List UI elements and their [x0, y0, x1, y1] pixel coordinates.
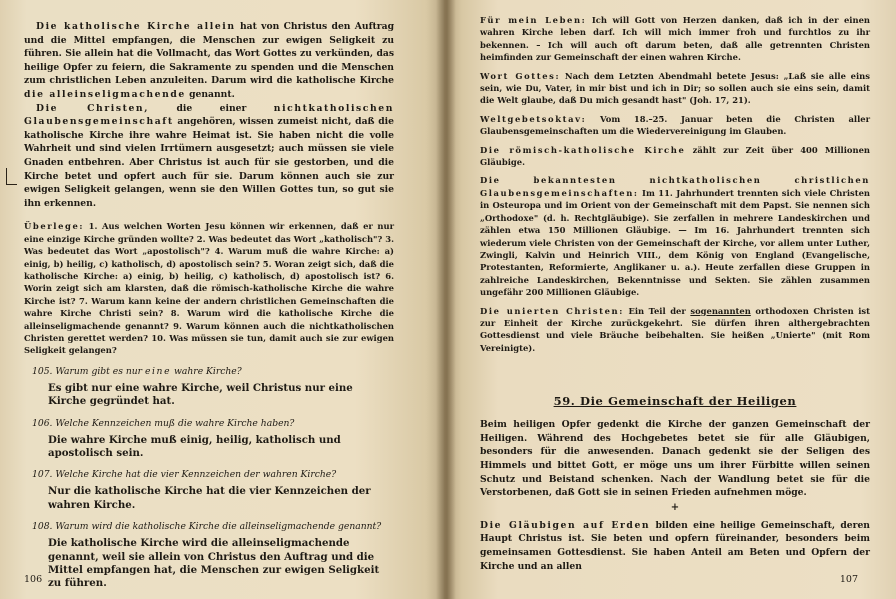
body-text: zählt zur Zeit über 400 Millionen Gläubige.	[480, 144, 870, 168]
lead-text: Für mein Leben:	[480, 15, 587, 25]
margin-mark	[6, 168, 17, 185]
section-title-text: 59. Die Gemeinschaft der Heiligen	[553, 394, 797, 409]
left-page	[0, 0, 444, 599]
answer-108: Die katholische Kirche wird die alleinseligmachende genannt, weil sie allein von Christus den Auftrag und die Mittel empfangen hat, die Menschen zur ewigen Seligkeit zu führen.	[48, 537, 380, 590]
right-page-content	[480, 14, 870, 573]
question-106: 106. Welche Kennzeichen muß die wahre Kirche haben?	[32, 417, 295, 429]
qa-block	[24, 366, 394, 591]
lead-text: Wort Gottes:	[480, 70, 561, 81]
lead-text: Die Christen,	[36, 102, 150, 114]
paragraph-ueberlege	[24, 220, 394, 356]
page-number-right: 107	[839, 574, 858, 585]
paragraph-bekanntesten-gemeinschaften	[480, 174, 870, 298]
lead-text: Die katholische Kirche allein	[36, 21, 236, 32]
paragraph-glaeubige-auf-erden	[480, 519, 870, 573]
body-text: angehören, wissen zumeist nicht, daß die katholische Kirche ihre wahre Heimat ist. Sie haben nicht die volle Wahrheit und sind vielen Irrtümern ausgesetzt; auch müssen sie viele Gnaden entbehren. Aber Christus ist auch für sie gestorben, und die Kirche betet und opfert auch für sie. Darum können auch sie zur ewigen Seligkeit gelangen, wenn sie den Willen Gottes tun, so gut sie ihn erkennen.	[24, 116, 394, 209]
answer-107: Nur die katholische Kirche hat die vier Kennzeichen der wahren Kirche.	[48, 485, 371, 511]
lead-text: Überlege:	[24, 221, 85, 232]
answer-105: Es gibt nur eine wahre Kirche, weil Christus nur eine Kirche gegründet hat.	[48, 381, 353, 408]
section-heading	[480, 394, 870, 408]
paragraph-fuer-mein-leben	[480, 14, 870, 64]
right-page	[444, 0, 896, 599]
body-text: Ich will Gott von Herzen danken, daß ich in der einen wahren Kirche leben darf. Ich will mich immer froh und furchtlos zu ihr bekennen. – Ich will auch oft darum beten, daß alle getrennten Christen heimfinden zur Gemeinschaft der einen wahren Kirche.	[480, 15, 870, 63]
paragraph-roemisch-katholisch	[480, 144, 870, 169]
page-number-left: 106	[24, 574, 43, 585]
left-page-content	[24, 20, 394, 591]
body-text: 1. Aus welchen Worten Jesu können wir erkennen, daß er nur eine einzige Kirche gründen wollte? 2. Was bedeutet das Wort „katholisch"? 3. Was bedeutet das Wort „apostolisch"? 4. Warum muß die wahre Kirche: a) einig, b) heilig, c) katholisch, d) apostolisch sein? 5. Woran zeigt sich, daß die katholische Kirche: a) einig, b) heilig, c) katholisch, d) apostolisch ist? 6. Worin zeigt sich am klarsten, daß die römisch-katholische Kirche die wahre Kirche ist? 7. Warum kann keine der andern christlichen Gemeinschaften die wahre Kirche Christi sein? 8. Warum wird die katholische Kirche die alleinseligmachende genannt? 9. Warum können auch die nichtkatholischen Christen gerettet werden? 10. Was müssen sie tun, damit auch sie zur ewigen Seligkeit gelangen?	[24, 221, 394, 356]
paragraph-alleinseligmachend	[24, 20, 394, 102]
paragraph-unierte-christen	[480, 305, 870, 355]
answer-106: Die wahre Kirche muß einig, heilig, katholisch und apostolisch sein.	[48, 433, 341, 459]
paragraph-weltgebetsoktav	[480, 113, 870, 138]
lead-text: Die Gläubigen auf Erden	[480, 519, 651, 531]
cross-icon: +	[670, 501, 680, 513]
paragraph-nichtkatholische-christen	[24, 102, 394, 211]
body-text: orthodoxen Christen ist zur Einheit der Kirche zurückgekehrt. Sie dürfen ihren althergebrachten Gottesdienst und viele Bräuche beibehalten. Sie heißen „Unierte" (mit Rom Vereinigte).	[480, 305, 871, 353]
question-text: wahre Kirche?	[171, 365, 242, 377]
body-text: genannt.	[185, 88, 235, 100]
lead-text: Weltgebetsoktav:	[480, 113, 587, 124]
body-text: Vom 18.–25. Januar beten die Christen aller Glaubensgemeinschaften um die Wiedervereinigung im Glauben.	[480, 113, 870, 137]
paragraph-heiliges-opfer: Beim heiligen Opfer gedenkt die Kirche der ganzen Gemeinschaft der Heiligen. Während des Hochgebetes betet sie für alle Gläubigen, besonders für die anwesenden. Danach gedenkt sie der Seligen des Himmels und bittet Gott, er möge uns um ihrer Fürbitte willen seinen Schutz und Beistand schenken. Nach der Wandlung betet sie für die Verstorbenen, daß Gott sie in seinen Frieden aufnehmen möge.	[480, 419, 870, 499]
body-text: bilden eine heilige Gemeinschaft, deren Haupt Christus ist. Sie beten und opfern füreinander, besonders beim gemeinsamen Gottesdienst. Sie haben Anteil am Beten und Opfern der Kirche und an allen	[480, 519, 870, 572]
body-text: Nach dem Letzten Abendmahl betete Jesus: „Laß sie alle eins sein, wie Du, Vater, in mir bist und ich in Dir; so sollen auch sie eins sein, damit die Welt glaube, daß Du mich gesandt hast" (Joh. 17, 21).	[480, 70, 870, 106]
body-text: die einer	[149, 102, 274, 114]
question-108: 108. Warum wird die katholische Kirche die alleinseligmachende genannt?	[32, 521, 382, 533]
question-107: 107. Welche Kirche hat die vier Kennzeichen der wahren Kirche?	[32, 469, 337, 481]
underlined-text: sogenannten	[690, 305, 751, 316]
question-text: 105. Warum gibt es nur	[32, 365, 145, 377]
paragraph-wort-gottes	[480, 70, 870, 107]
term-text: die alleinseligmachende	[24, 88, 186, 100]
question-105	[32, 366, 394, 378]
lead-text: Die bekanntesten nichtkatholischen christlichen Glaubensgemeinschaften:	[480, 175, 870, 198]
question-emphasis: eine	[144, 365, 172, 377]
term-text: nichtkatholischen Glaubensgemeinschaft	[24, 102, 395, 128]
lead-text: Die römisch-katholische Kirche	[480, 144, 686, 155]
body-text: Im 11. Jahrhundert trennten sich viele Christen in Osteuropa und im Orient von der Gemeinschaft mit dem Papst. Sie nennen sich „Orthodoxe" (d. h. Rechtgläubige). Sie zerfallen in mehrere Landeskirchen und zählen etwa 150 Millionen Gläubige. — Im 16. Jahrhundert trennten sich wiederum viele Christen von der Gemeinschaft der Kirche, vor allem unter Luther, Zwingli, Kalvin und Heinrich VIII., dem König von England (Evangelische, Protestanten, Reformierte, Anglikaner u. a.). Heute zerfallen diese Gruppen in zahlreiche Landeskirchen, Bekenntnisse und Sekten. Sie zählen zusammen ungefähr 200 Millionen Gläubige.	[480, 187, 870, 298]
lead-text: Die unierten Christen:	[480, 305, 624, 316]
body-text: Ein Teil der	[623, 305, 691, 316]
body-text: hat von Christus den Auftrag und die Mittel empfangen, die Menschen zur ewigen Seligkeit zu führen. Sie allein hat die Vollmacht, das Wort Gottes zu verkünden, das heilige Opfer zu feiern, die Sakramente zu spenden und die Menschen zum christlichen Leben anzuleiten. Darum wird die katholische Kirche	[24, 21, 395, 87]
